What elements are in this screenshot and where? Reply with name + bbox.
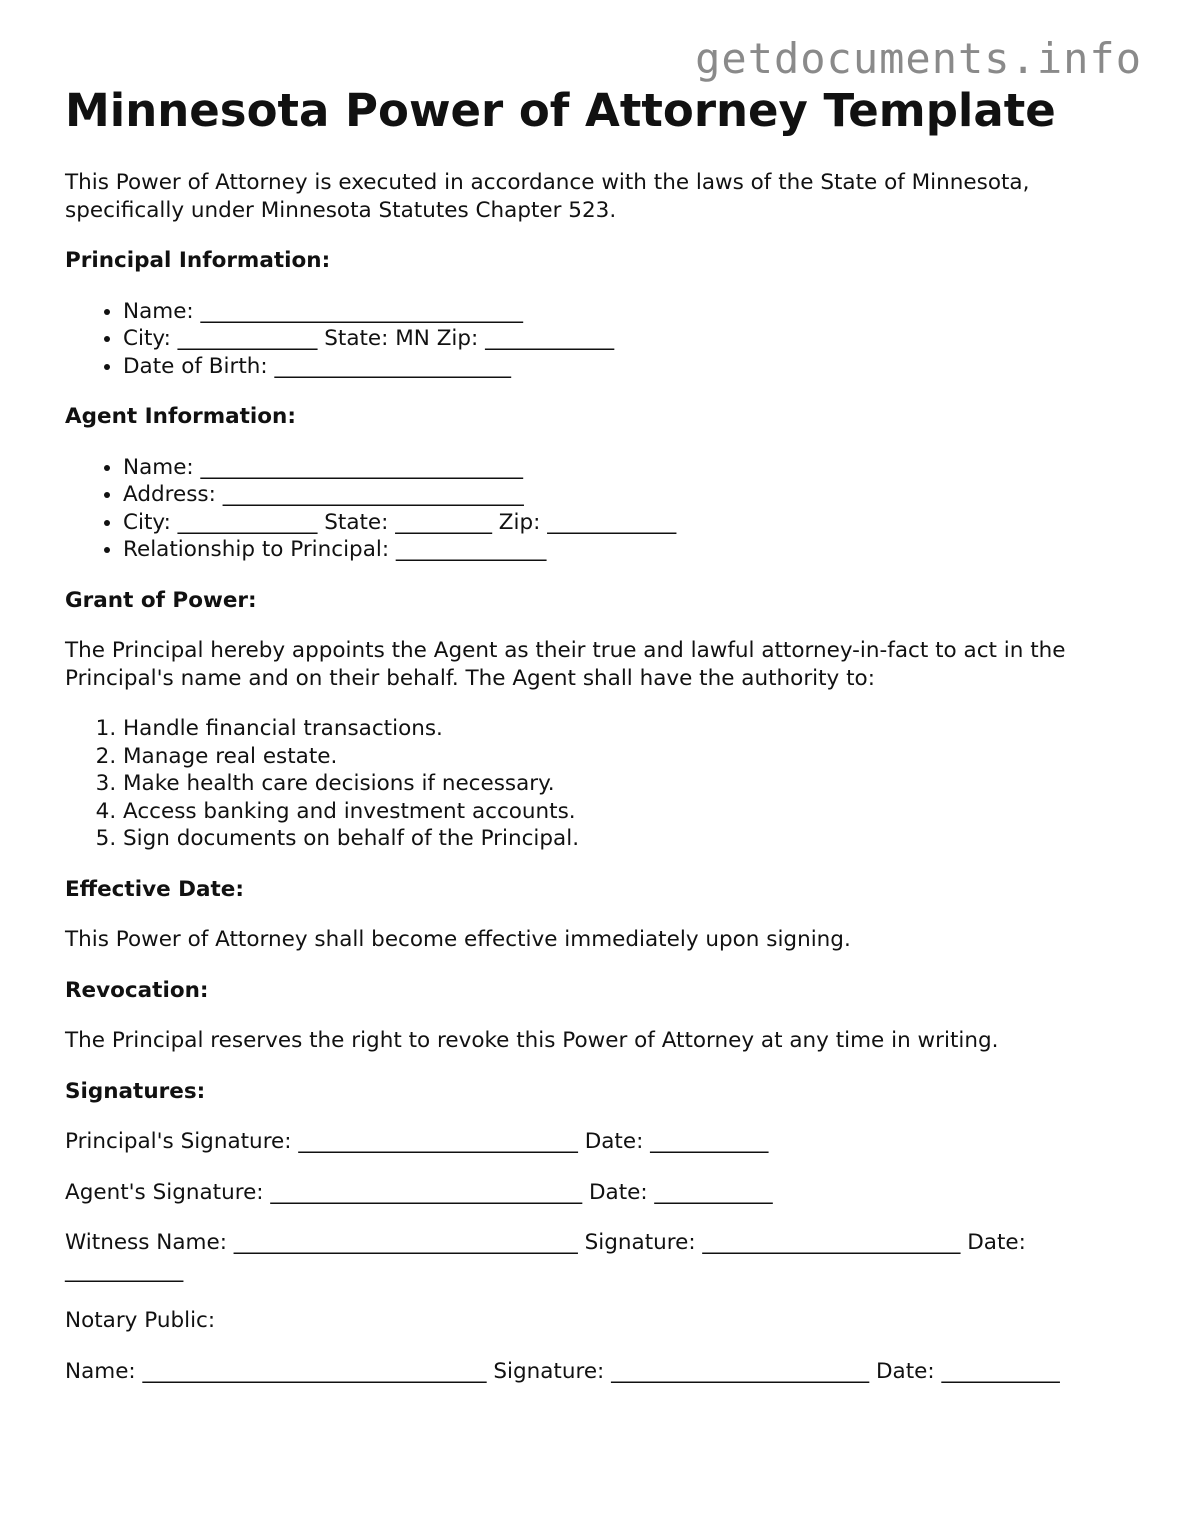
- revocation-heading: Revocation:: [65, 977, 209, 1003]
- document-page: [65, 84, 1125, 1385]
- agent-name-field: • Name: ______________________________: [123, 454, 1125, 482]
- witness-signature-line: Witness Name: ________________________________ Signature: ________________________ Date: ___________: [65, 1230, 1026, 1283]
- grant-heading: Grant of Power:: [65, 587, 257, 613]
- power-item: 3. Make health care decisions if necessary.: [123, 770, 1125, 798]
- agent-relationship-field: • Relationship to Principal: ______________: [123, 536, 1125, 564]
- grant-paragraph: The Principal hereby appoints the Agent as their true and lawful attorney-in-fact to act in the Principal's name and on their behalf. The Agent shall have the authority to:: [65, 638, 1066, 691]
- revocation-paragraph: The Principal reserves the right to revoke this Power of Attorney at any time in writing.: [65, 1028, 999, 1053]
- agent-address-field: • Address: ____________________________: [123, 481, 1125, 509]
- watermark: getdocuments.info: [695, 34, 1142, 83]
- document-title: Minnesota Power of Attorney Template: [65, 84, 1056, 137]
- agent-city-field: • City: _____________ State: _________ Zip: ____________: [123, 509, 1125, 537]
- notary-label: Notary Public:: [65, 1308, 216, 1333]
- principal-address-field: • City: _____________ State: MN Zip: ____________: [123, 325, 1125, 353]
- grant-powers-list: [65, 715, 1125, 853]
- principal-name-field: • Name: ______________________________: [123, 298, 1125, 326]
- agent-heading: Agent Information:: [65, 404, 296, 429]
- principal-dob-field: • Date of Birth: ______________________: [123, 353, 1125, 381]
- principal-heading: Principal Information:: [65, 248, 331, 273]
- power-item: 1. Handle financial transactions.: [123, 715, 1125, 743]
- agent-list: [65, 454, 1125, 564]
- notary-signature-line: Name: ________________________________ Signature: ________________________ Date: ___________: [65, 1358, 1060, 1384]
- power-item: 2. Manage real estate.: [123, 743, 1125, 771]
- power-item: 5. Sign documents on behalf of the Principal.: [123, 825, 1125, 853]
- agent-signature-line: Agent's Signature: _____________________________ Date: ___________: [65, 1179, 773, 1205]
- intro-paragraph: This Power of Attorney is executed in accordance with the laws of the State of Minnesota, specifically under Minnesota Statutes Chapter 523.: [65, 170, 1030, 223]
- power-item: 4. Access banking and investment accounts.: [123, 798, 1125, 826]
- signatures-heading: Signatures:: [65, 1078, 206, 1104]
- principal-list: [65, 298, 1125, 381]
- principal-signature-line: Principal's Signature: __________________________ Date: ___________: [65, 1129, 769, 1154]
- effective-date-paragraph: This Power of Attorney shall become effective immediately upon signing.: [65, 927, 851, 952]
- effective-date-heading: Effective Date:: [65, 876, 244, 902]
